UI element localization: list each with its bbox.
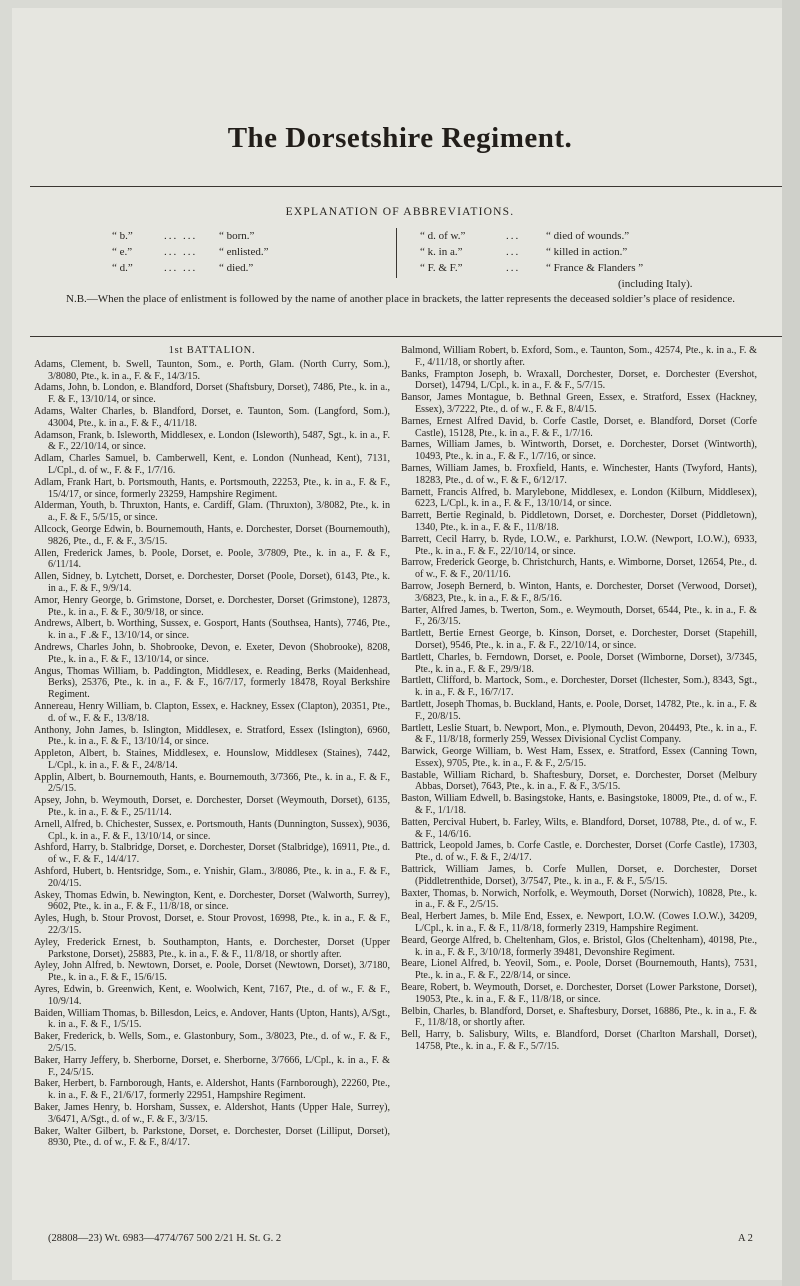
roll-entry: Bartlett, Joseph Thomas, b. Buckland, Hants, e. Poole, Dorset, 14782, Pte., k. in a., F. & F., 20/8/15.	[401, 698, 757, 722]
abbreviation: “ d. of w.”	[420, 230, 466, 242]
abbreviation-meaning: “ born.”	[219, 230, 255, 242]
roll-entry: Allcock, George Edwin, b. Bournemouth, Hants, e. Dorchester, Dorset (Bournemouth), 9826, Pte., d., F. & F., 3/5/15.	[34, 523, 390, 547]
roll-entry: Adams, Walter Charles, b. Blandford, Dorset, e. Taunton, Som. (Langford, Som.), 43004, Pte., k. in a., F. & F., 4/11/18.	[34, 405, 390, 429]
roll-entry: Baker, Frederick, b. Wells, Som., e. Glastonbury, Som., 3/8023, Pte., d. of w., F. & F., 2/5/15.	[34, 1031, 390, 1055]
abbreviation-meaning: “ killed in action.”	[546, 246, 628, 258]
roll-entry: Applin, Albert, b. Bournemouth, Hants, e. Bournemouth, 3/7366, Pte., k. in a., F. & F., 2/5/15.	[34, 771, 390, 795]
abbreviation-meaning: “ enlisted.”	[219, 246, 269, 258]
abbreviations-note: N.B.—When the place of enlistment is followed by the name of another place in brackets, the latter represents the deceased soldier’s place of residence.	[66, 293, 736, 305]
roll-entry: Baker, Harry Jeffery, b. Sherborne, Dorset, e. Sherborne, 3/7666, L/Cpl., k. in a., F. & F., 24/5/15.	[34, 1054, 390, 1078]
roll-column-left	[34, 345, 390, 1149]
abbreviation-row	[420, 228, 693, 244]
roll-entry: Baxter, Thomas, b. Norwich, Norfolk, e. Weymouth, Dorset (Norwich), 10828, Pte., k. in a., F. & F., 2/5/15.	[401, 887, 757, 911]
roll-entry: Barnes, William James, b. Wintworth, Dorset, e. Dorchester, Dorset (Wintworth), 10493, Pte., k. in a., F. & F., 1/7/16, or since.	[401, 439, 757, 463]
roll-entry: Alderman, Youth, b. Thruxton, Hants, e. Cardiff, Glam. (Thruxton), 3/8082, Pte., k. in a., F. & F., 5/5/15, or since.	[34, 500, 390, 524]
abbreviation-meaning: “ died.”	[219, 262, 254, 274]
roll-entry: Beard, George Alfred, b. Cheltenham, Glos, e. Bristol, Glos (Cheltenham), 40198, Pte., k. in a., F. & F., 3/10/18, formerly 39481, Devonshire Regiment.	[401, 934, 757, 958]
roll-entry: Bartlett, Bertie Ernest George, b. Kinson, Dorset, e. Dorchester, Dorset (Stapehill, Dorset), 9546, Pte., k. in a., F. & F., 22/10/14, or since.	[401, 628, 757, 651]
roll-entry: Askey, Thomas Edwin, b. Newington, Kent, e. Dorchester, Dorset (Walworth, Surrey), 9602, Pte., k. in a., F. & F., 11/8/18, or since.	[34, 889, 390, 913]
roll-entry: Barrow, Frederick George, b. Christchurch, Hants, e. Wimborne, Dorset, 12654, Pte., d. of w., F. & F., 20/11/16.	[401, 557, 757, 581]
roll-entry: Allen, Frederick James, b. Poole, Dorset, e. Poole, 3/7809, Pte., k. in a., F. & F., 6/11/14.	[34, 547, 390, 571]
roll-entry: Beal, Herbert James, b. Mile End, Essex, e. Newport, I.O.W. (Cowes I.O.W.), 34209, L/Cpl., k. in a., F. & F., 11/8/18, formerly 2319, Hampshire Regiment.	[401, 911, 757, 935]
roll-entry: Beare, Robert, b. Weymouth, Dorset, e. Dorchester, Dorset (Lower Parkstone, Dorset), 19053, Pte., k. in a., F. & F., 11/8/18, or since.	[401, 982, 757, 1005]
roll-entry: Beare, Lionel Alfred, b. Yeovil, Som., e. Poole, Dorset (Bournemouth, Hants), 7531, Pte., k. in a., F. & F., 22/8/14, or since.	[401, 958, 757, 982]
roll-entry: Baker, Herbert, b. Farnborough, Hants, e. Aldershot, Hants (Farnborough), 22260, Pte., k. in a., F. & F., 21/6/17, formerly 22951, Hampshire Regiment.	[34, 1078, 390, 1102]
roll-entry: Anthony, John James, b. Islington, Middlesex, e. Stratford, Essex (Islington), 6960, Pte., k. in a., F. & F., 13/10/14, or since.	[34, 724, 390, 748]
roll-entry: Barter, Alfred James, b. Twerton, Som., e. Weymouth, Dorset, 6544, Pte., k. in a., F. & F., 26/3/15.	[401, 604, 757, 628]
page-edge-shadow	[782, 0, 800, 1286]
roll-entry: Angus, Thomas William, b. Paddington, Middlesex, e. Reading, Berks (Maidenhead, Berks), 25376, Pte., k. in a., F. & F., 16/7/17, formerly 18478, Royal Berkshire Regiment.	[34, 665, 390, 701]
abbreviations-left-column	[112, 228, 268, 276]
roll-entry: Adams, John, b. London, e. Blandford, Dorset (Shaftsbury, Dorset), 7486, Pte., k. in a., F. & F., 13/10/14, or since.	[34, 382, 390, 406]
divider-rule	[30, 186, 782, 187]
print-reference: (28808—23) Wt. 6983—4774/767 500 2/21 H. St. G. 2	[48, 1233, 282, 1244]
roll-entry: Belbin, Charles, b. Blandford, Dorset, e. Shaftesbury, Dorset, 16886, Pte., k. in a., F. & F., 11/8/18, or shortly after.	[401, 1005, 757, 1029]
abbreviation-row	[112, 244, 268, 260]
roll-entry: Apsey, John, b. Weymouth, Dorset, e. Dorchester, Dorset (Weymouth, Dorset), 6135, Pte., k. in a., F. & F., 25/11/14.	[34, 795, 390, 819]
roll-entry: Ayley, John Alfred, b. Newtown, Dorset, e. Poole, Dorset (Newtown, Dorset), 3/7180, Pte., k. in a., F. & F., 15/6/15.	[34, 960, 390, 984]
roll-entry: Arnell, Alfred, b. Chichester, Sussex, e. Portsmouth, Hants (Dunnington, Sussex), 9036, Cpl., k. in a., F. & F., 13/10/14, or since.	[34, 818, 390, 842]
dot-leader: ...	[506, 262, 521, 274]
roll-entry: Bartlett, Charles, b. Ferndown, Dorset, e. Poole, Dorset (Wimborne, Dorset), 3/7345, Pte., k. in a., F. & F., 29/9/18.	[401, 651, 757, 675]
roll-entry: Barrett, Cecil Harry, b. Ryde, I.O.W., e. Parkhurst, I.O.W. (Newport, I.O.W.), 6933, Pte., k. in a., F. & F., 22/10/14, or since.	[401, 533, 757, 557]
roll-entry: Battrick, William James, b. Corfe Mullen, Dorset, e. Dorchester, Dorset (Piddletrenthide, Dorset), 3/7547, Pte., k. in a., F. & F., 5/5/15.	[401, 864, 757, 887]
roll-entry: Ayley, Frederick Ernest, b. Southampton, Hants, e. Dorchester, Dorset (Upper Parkstone, Dorset), 25883, Pte., k. in a., F. & F., 11/8/18, or shortly after.	[34, 936, 390, 960]
roll-entry: Barwick, George William, b. West Ham, Essex, e. Stratford, Essex (Canning Town, Essex), 9705, Pte., k. in a., F. & F., 2/5/15.	[401, 746, 757, 769]
abbreviation-row	[420, 260, 693, 276]
roll-entry: Andrews, Albert, b. Worthing, Sussex, e. Gosport, Hants (Southsea, Hants), 7746, Pte., k. in a., F .& F., 13/10/14, or since.	[34, 618, 390, 642]
roll-entry: Baker, James Henry, b. Horsham, Sussex, e. Aldershot, Hants (Upper Hale, Surrey), 3/6471, A/Sgt., d. of w., F. & F., 3/3/15.	[34, 1102, 390, 1125]
abbreviation-meaning: “ died of wounds.”	[546, 230, 630, 242]
roll-entry: Banks, Frampton Joseph, b. Wraxall, Dorchester, Dorset, e. Dorchester (Evershot, Dorset), 14794, L/Cpl., k. in a., F. & F., 5/7/15.	[401, 368, 757, 392]
roll-entry: Balmond, William Robert, b. Exford, Som., e. Taunton, Som., 42574, Pte., k. in a., F. & F., 4/11/18, or shortly after.	[401, 345, 757, 368]
roll-entry: Barnes, Ernest Alfred David, b. Corfe Castle, Dorset, e. Blandford, Dorset (Corfe Castle), 15128, Pte., k. in a., F. & F., 1/7/16.	[401, 415, 757, 439]
roll-entry: Baiden, William Thomas, b. Billesdon, Leics, e. Andover, Hants (Upton, Hants), A/Sgt., k. in a., F. & F., 1/5/15.	[34, 1007, 390, 1031]
roll-entry: Batten, Percival Hubert, b. Farley, Wilts, e. Blandford, Dorset, 10788, Pte., d. of w., F. & F., 14/6/16.	[401, 816, 757, 840]
abbreviation: “ b.”	[112, 230, 133, 242]
abbreviation: “ F. & F.”	[420, 262, 463, 274]
abbreviations-right-column	[420, 228, 693, 292]
abbreviation: “ k. in a.”	[420, 246, 463, 258]
roll-entry: Baker, Walter Gilbert, b. Parkstone, Dorset, e. Dorchester, Dorset (Lilliput, Dorset), 8930, Pte., d. of w., F. & F., 8/4/17.	[34, 1125, 390, 1149]
signature-mark: A 2	[738, 1233, 753, 1244]
dot-leader: ...	[506, 230, 521, 242]
roll-entries-left	[34, 359, 390, 1149]
dot-leader: ... ...	[164, 230, 198, 242]
roll-entry: Andrews, Charles John, b. Shobrooke, Devon, e. Exeter, Devon (Shobrooke), 8208, Pte., k. in a., F. & F., 13/10/14, or since.	[34, 641, 390, 665]
abbreviation-row	[420, 244, 693, 260]
dot-leader: ... ...	[164, 246, 198, 258]
abbreviations-heading: EXPLANATION OF ABBREVIATIONS.	[285, 206, 515, 218]
abbreviation: “ d.”	[112, 262, 133, 274]
roll-entry: Appleton, Albert, b. Staines, Middlesex, e. Hounslow, Middlesex (Staines), 7442, L/Cpl., k. in a., F. & F., 24/8/14.	[34, 748, 390, 771]
divider-rule	[30, 336, 782, 337]
roll-entry: Barrow, Joseph Bernerd, b. Winton, Hants, e. Dorchester, Dorset (Verwood, Dorset), 3/6823, Pte., k. in a., F. & F., 8/5/16.	[401, 580, 757, 604]
abbreviation: “ e.”	[112, 246, 133, 258]
abbreviation-meaning: “ France & Flanders ”	[546, 262, 644, 274]
dot-leader: ... ...	[164, 262, 198, 274]
abbreviation-row	[112, 260, 268, 276]
roll-entry: Ayles, Hugh, b. Stour Provost, Dorset, e. Stour Provost, 16998, Pte., k. in a., F. & F., 22/3/15.	[34, 913, 390, 937]
roll-entry: Bansor, James Montague, b. Bethnal Green, Essex, e. Stratford, Essex (Hackney, Essex), 3/7222, Pte., d. of w., F. & F., 8/4/15.	[401, 392, 757, 415]
abbreviations-divider	[396, 228, 397, 278]
roll-entry: Bartlett, Leslie Stuart, b. Newport, Mon., e. Plymouth, Devon, 204493, Pte., k. in a., F. & F., 11/8/18, formerly 259, Wessex Divisional Cyclist Company.	[401, 722, 757, 746]
abbreviation-continuation: (including Italy).	[618, 278, 693, 290]
roll-entry: Bell, Harry, b. Salisbury, Wilts, e. Blandford, Dorset (Charlton Marshall, Dorset), 14758, Pte., k. in a., F. & F., 5/7/15.	[401, 1029, 757, 1053]
roll-entry: Adlam, Charles Samuel, b. Camberwell, Kent, e. London (Nunhead, Kent), 7131, L/Cpl., d. of w., F. & F., 1/7/16.	[34, 453, 390, 476]
roll-entry: Annereau, Henry William, b. Clapton, Essex, e. Hackney, Essex (Clapton), 20351, Pte., d. of w., F. & F., 13/8/18.	[34, 700, 390, 724]
roll-entries-right	[401, 345, 757, 1053]
roll-entry: Adamson, Frank, b. Isleworth, Middlesex, e. London (Isleworth), 5487, Sgt., k. in a., F. & F., 22/10/14, or since.	[34, 429, 390, 453]
roll-entry: Bartlett, Clifford, b. Martock, Som., e. Dorchester, Dorset (Ilchester, Som.), 8343, Sgt., k. in a., F. & F., 16/7/17.	[401, 675, 757, 699]
roll-entry: Barrett, Bertie Reginald, b. Piddletown, Dorset, e. Dorchester, Dorset (Piddletown), 1340, Pte., k. in a., F. & F., 11/8/18.	[401, 510, 757, 533]
roll-entry: Barnes, William James, b. Froxfield, Hants, e. Winchester, Hants (Twyford, Hants), 18283, Pte., d. of w., F. & F., 6/12/17.	[401, 462, 757, 486]
roll-entry: Allen, Sidney, b. Lytchett, Dorset, e. Dorchester, Dorset (Poole, Dorset), 6143, Pte., k. in a., F. & F., 9/9/14.	[34, 571, 390, 594]
battalion-heading: 1st BATTALION.	[168, 345, 256, 356]
roll-entry: Adams, Clement, b. Swell, Taunton, Som., e. Porth, Glam. (North Curry, Som.), 3/8080, Pte., k. in a., F. & F., 14/3/15.	[34, 358, 390, 382]
abbreviation-row	[112, 228, 268, 244]
roll-entry: Barnett, Francis Alfred, b. Marylebone, Middlesex, e. London (Kilburn, Middlesex), 6223, L/Cpl., k. in a., F. & F., 13/10/14, or since.	[401, 486, 757, 510]
roll-entry: Ayres, Edwin, b. Greenwich, Kent, e. Woolwich, Kent, 7167, Pte., d. of w., F. & F., 10/9/14.	[34, 984, 390, 1007]
roll-entry: Ashford, Harry, b. Stalbridge, Dorset, e. Dorchester, Dorset (Stalbridge), 16911, Pte., d. of w., F. & F., 14/4/17.	[34, 842, 390, 866]
roll-entry: Adlam, Frank Hart, b. Portsmouth, Hants, e. Portsmouth, 22253, Pte., k. in a., F. & F., 15/4/17, or since, formerly 23259, Hampshire Regiment.	[34, 476, 390, 500]
roll-entry: Ashford, Hubert, b. Hentsridge, Som., e. Ynishir, Glam., 3/8086, Pte., k. in a., F. & F., 20/4/15.	[34, 866, 390, 889]
page-title: The Dorsetshire Regiment.	[227, 122, 573, 154]
roll-entry: Battrick, Leopold James, b. Corfe Castle, e. Dorchester, Dorset (Corfe Castle), 17303, Pte., d. of w., F. & F., 2/4/17.	[401, 840, 757, 864]
roll-entry: Amor, Henry George, b. Grimstone, Dorset, e. Dorchester, Dorset (Grimstone), 12873, Pte., k. in a., F. & F., 30/9/18, or since.	[34, 594, 390, 618]
roll-column-right	[401, 345, 757, 1053]
roll-entry: Bastable, William Richard, b. Shaftesbury, Dorset, e. Dorchester, Dorset (Melbury Abbas, Dorset), 7643, Pte., k. in a., F. & F., 3/5/15.	[401, 769, 757, 793]
dot-leader: ...	[506, 246, 521, 258]
roll-entry: Baston, William Edwell, b. Basingstoke, Hants, e. Basingstoke, 18009, Pte., d. of w., F. & F., 1/1/18.	[401, 793, 757, 817]
